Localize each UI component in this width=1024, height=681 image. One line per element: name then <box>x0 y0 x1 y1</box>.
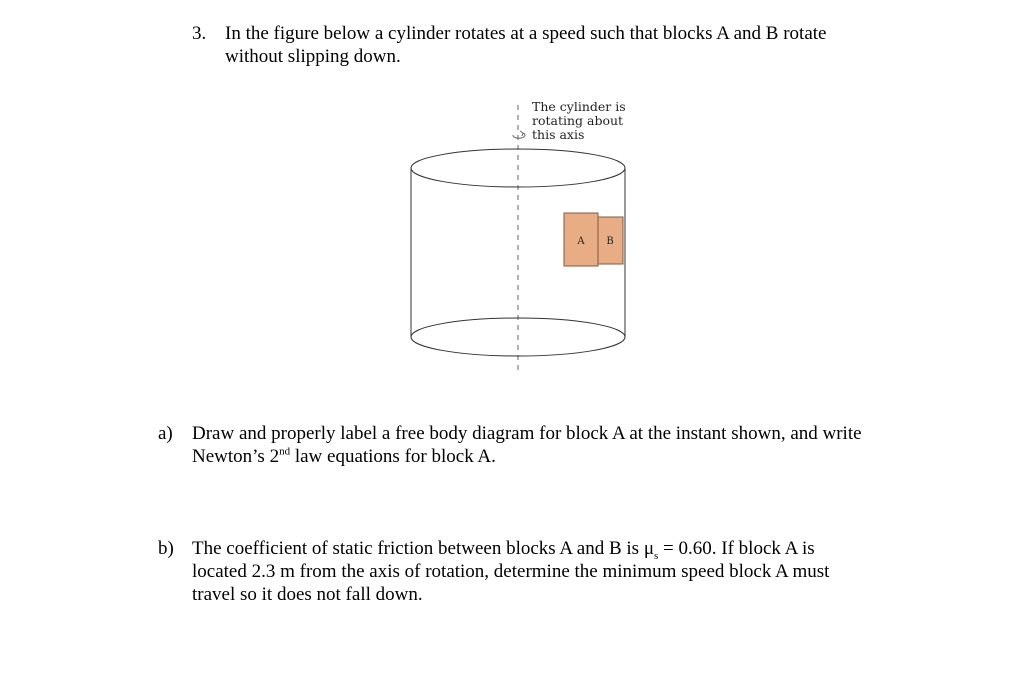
question-line-2: without slipping down. <box>225 46 401 67</box>
part-b-line-2: located 2.3 m from the axis of rotation, determine the minimum speed block A must <box>192 561 830 582</box>
axis-annotation-line-3: this axis <box>532 127 585 142</box>
part-b-label: b) <box>158 538 174 559</box>
question-number: 3. <box>192 23 207 44</box>
part-a-line-2: Newton’s 2nd law equations for block A. <box>192 445 496 467</box>
block-b-label: B <box>606 236 614 247</box>
axis-annotation <box>532 100 626 142</box>
block-a-label: A <box>577 236 585 247</box>
rotation-arrowhead-icon <box>520 131 523 136</box>
axis-annotation-line-1: The cylinder is <box>532 99 626 114</box>
part-b-line-3: travel so it does not fall down. <box>192 584 423 605</box>
part-a-line-1: Draw and properly label a free body diagram for block A at the instant shown, and write <box>192 423 862 444</box>
part-b-line-1: The coefficient of static friction between blocks A and B is $\mu_s = 0.60$. If block A is <box>192 538 815 562</box>
part-a-label: a) <box>158 423 173 444</box>
axis-annotation-line-2: rotating about <box>532 113 624 128</box>
question-line-1: In the figure below a cylinder rotates at a speed such that blocks A and B rotate <box>225 23 827 44</box>
